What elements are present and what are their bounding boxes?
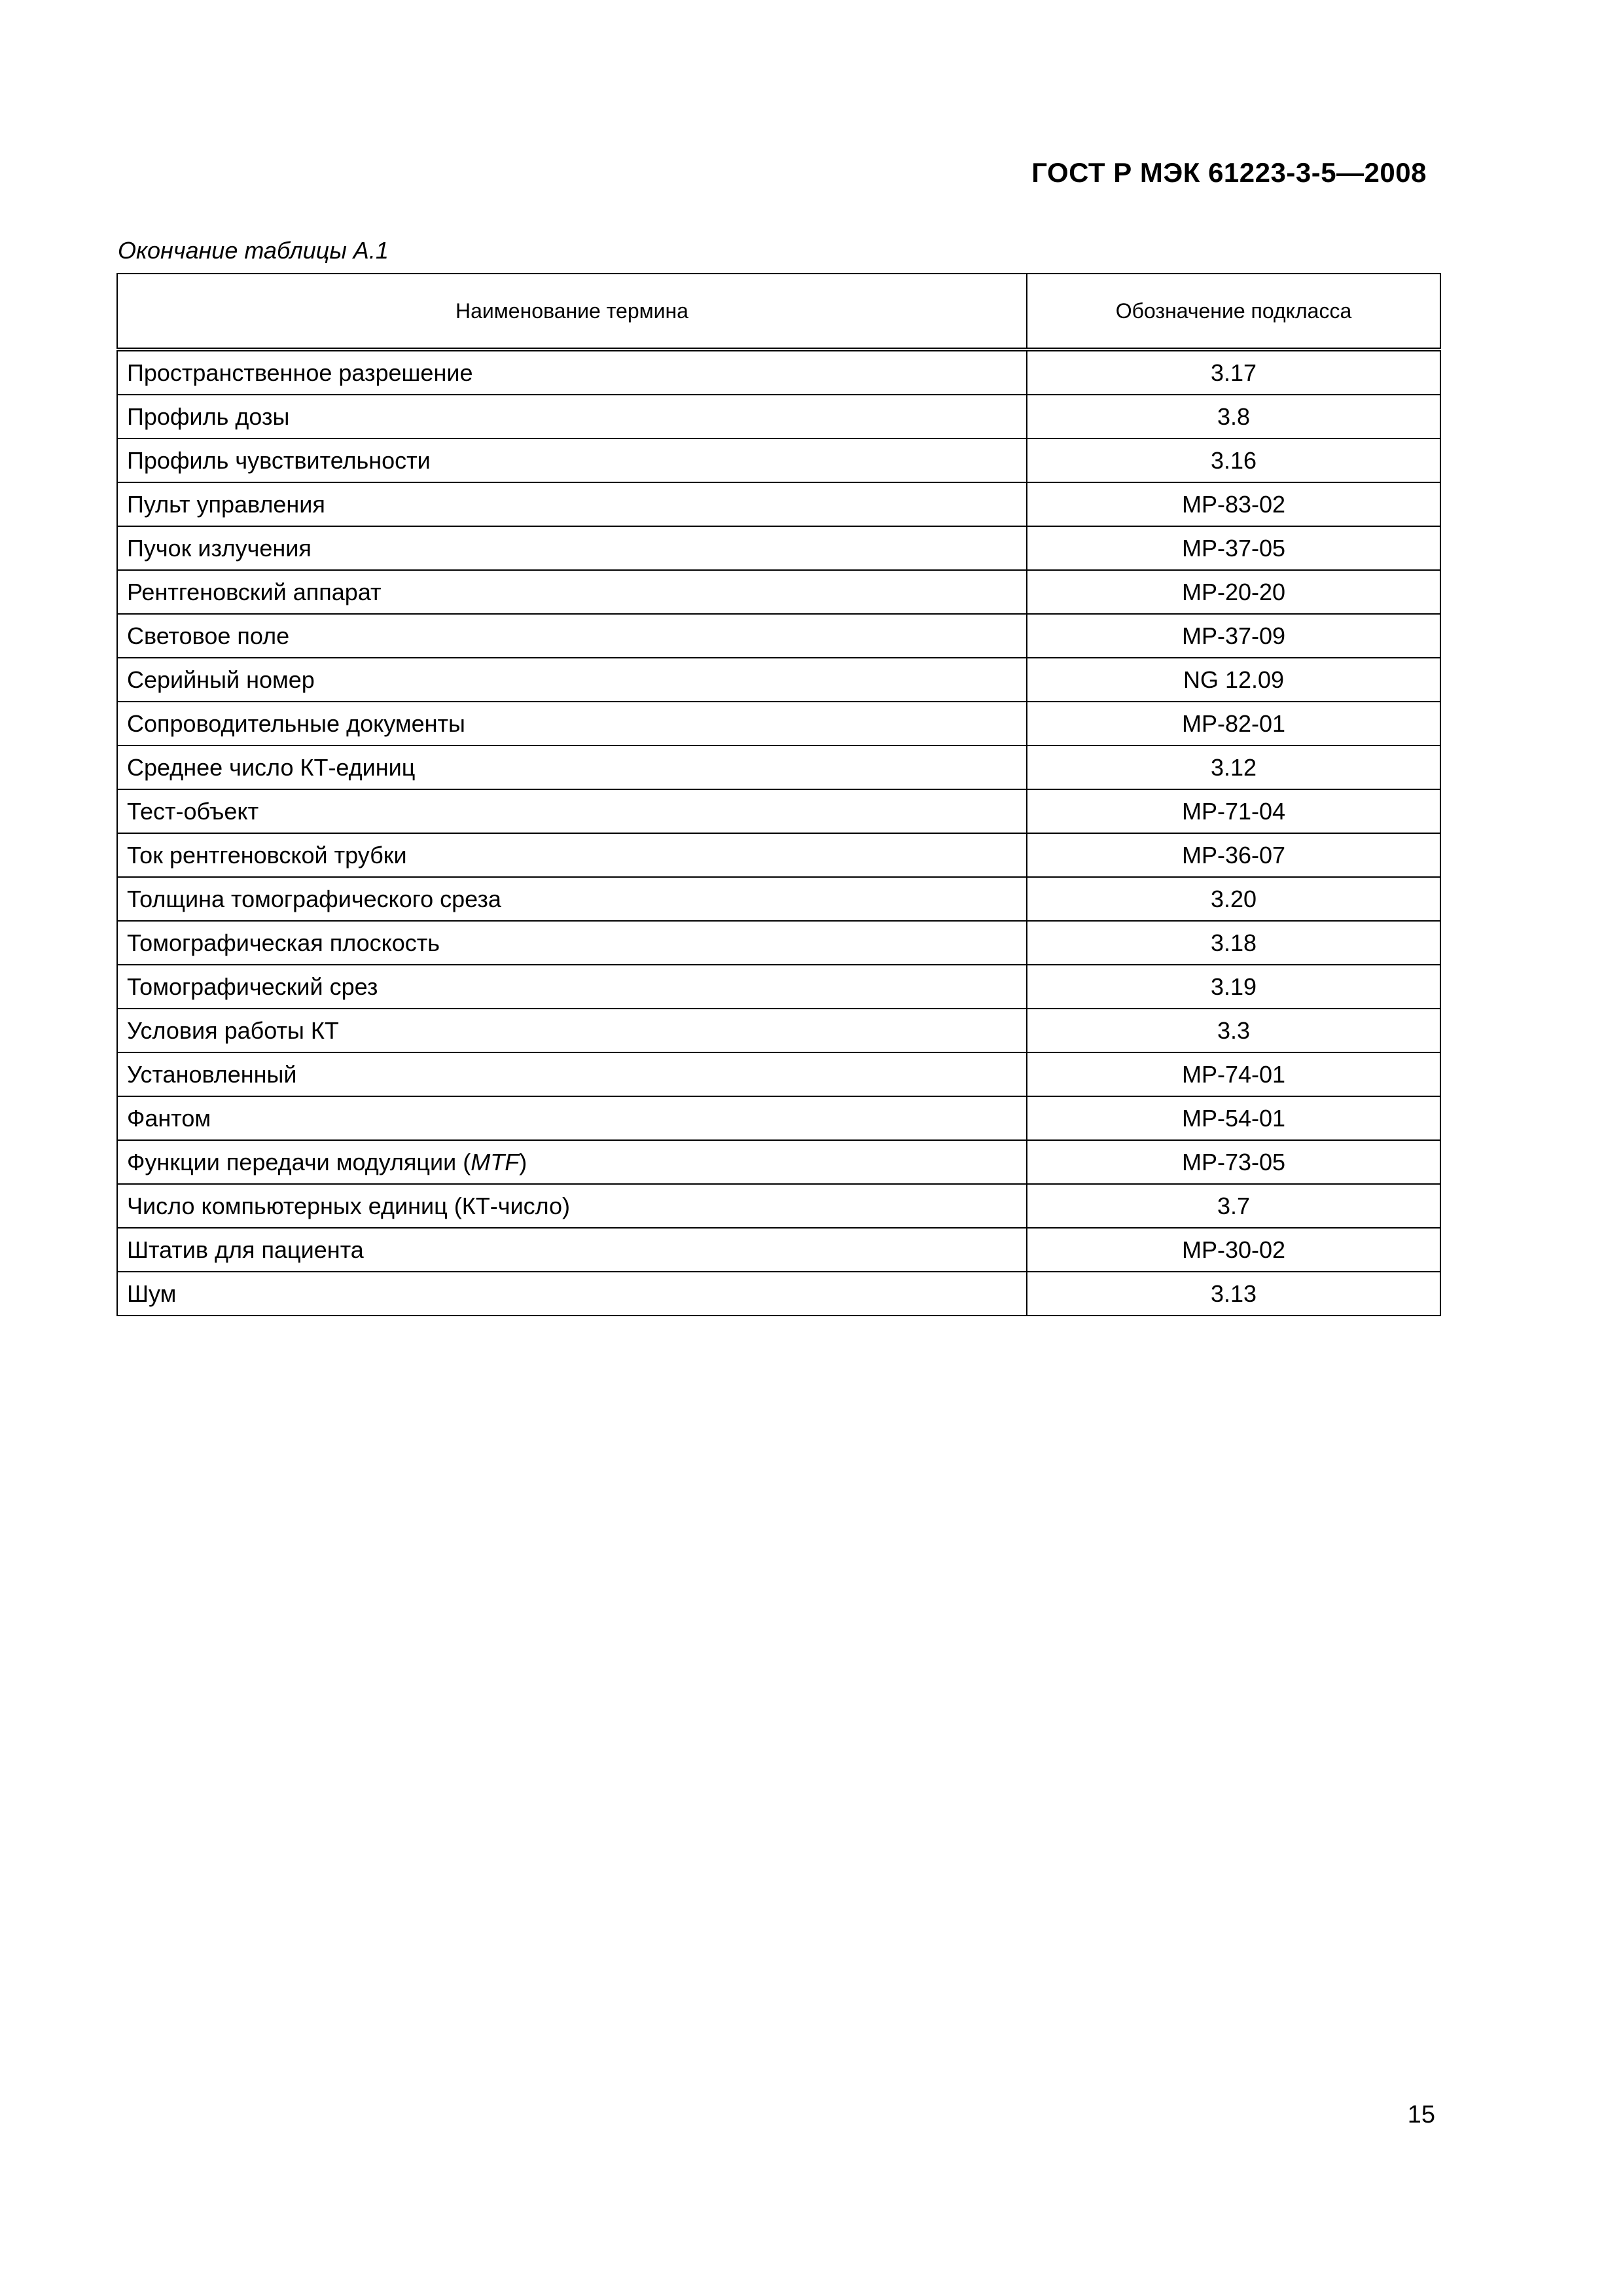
- term-cell: [117, 921, 1027, 965]
- term-text: Пульт управления: [127, 490, 325, 518]
- subclass-code-cell: МР-54-01: [1027, 1096, 1440, 1140]
- term-cell: [117, 614, 1027, 658]
- term-cell: [117, 439, 1027, 482]
- subclass-code-cell: 3.17: [1027, 350, 1440, 395]
- table-row: [117, 1228, 1440, 1272]
- term-text: Томографический срез: [127, 973, 378, 1000]
- term-text: Пучок излучения: [127, 534, 312, 562]
- subclass-code-cell: 3.20: [1027, 877, 1440, 921]
- subclass-code-cell: МР-37-09: [1027, 614, 1440, 658]
- table-row: [117, 745, 1440, 789]
- term-text: Штатив для пациента: [127, 1236, 364, 1263]
- table-body: [117, 350, 1440, 1316]
- subclass-code-cell: 3.18: [1027, 921, 1440, 965]
- table-caption: Окончание таблицы А.1: [118, 237, 389, 264]
- term-cell: [117, 833, 1027, 877]
- terms-table: [116, 273, 1441, 1316]
- table-row: [117, 1052, 1440, 1096]
- subclass-code-cell: 3.8: [1027, 395, 1440, 439]
- page-number: 15: [1407, 2101, 1435, 2128]
- term-cell: [117, 526, 1027, 570]
- term-text: Толщина томографического среза: [127, 885, 501, 912]
- term-cell: [117, 570, 1027, 614]
- term-cell: [117, 1228, 1027, 1272]
- table-row: [117, 1272, 1440, 1316]
- term-abbreviation: MTF: [471, 1148, 520, 1175]
- subclass-code-cell: NG 12.09: [1027, 658, 1440, 702]
- term-text: Ток рентгеновской трубки: [127, 841, 407, 869]
- subclass-code-cell: МР-74-01: [1027, 1052, 1440, 1096]
- table-row: [117, 965, 1440, 1009]
- table-row: [117, 350, 1440, 395]
- table-row: [117, 526, 1440, 570]
- table-row: [117, 1140, 1440, 1184]
- table-row: [117, 833, 1440, 877]
- table-row: [117, 789, 1440, 833]
- subclass-code-cell: 3.3: [1027, 1009, 1440, 1052]
- subclass-code-cell: МР-71-04: [1027, 789, 1440, 833]
- table-row: [117, 439, 1440, 482]
- term-text: Шум: [127, 1280, 177, 1307]
- term-cell: [117, 1096, 1027, 1140]
- subclass-code-cell: 3.13: [1027, 1272, 1440, 1316]
- term-cell: [117, 745, 1027, 789]
- subclass-code-cell: 3.16: [1027, 439, 1440, 482]
- term-text: Фантом: [127, 1104, 211, 1132]
- term-cell: [117, 350, 1027, 395]
- table-row: [117, 1096, 1440, 1140]
- term-text: Функции передачи модуляции (: [127, 1148, 471, 1175]
- term-cell: [117, 965, 1027, 1009]
- term-cell: [117, 1272, 1027, 1316]
- table-row: [117, 395, 1440, 439]
- table-row: [117, 877, 1440, 921]
- table-row: [117, 570, 1440, 614]
- term-cell: [117, 1184, 1027, 1228]
- table-row: [117, 614, 1440, 658]
- term-text: Рентгеновский аппарат: [127, 578, 382, 605]
- table-header-row: [117, 274, 1440, 350]
- term-text: Среднее число КТ-единиц: [127, 753, 416, 781]
- term-cell: [117, 877, 1027, 921]
- term-text: Профиль дозы: [127, 403, 290, 430]
- subclass-code-cell: МР-37-05: [1027, 526, 1440, 570]
- table-row: [117, 702, 1440, 745]
- term-text: Установленный: [127, 1060, 297, 1088]
- term-cell: [117, 789, 1027, 833]
- term-cell: [117, 1140, 1027, 1184]
- subclass-code-cell: МР-30-02: [1027, 1228, 1440, 1272]
- term-text: Профиль чувствительности: [127, 446, 431, 474]
- term-cell: [117, 658, 1027, 702]
- term-text: Сопроводительные документы: [127, 709, 465, 737]
- term-cell: [117, 702, 1027, 745]
- term-cell: [117, 1009, 1027, 1052]
- column-header-code: Обозначение подкласса: [1027, 274, 1440, 350]
- table-row: [117, 921, 1440, 965]
- table-row: [117, 482, 1440, 526]
- term-text: Число компьютерных единиц (КТ-число): [127, 1192, 570, 1219]
- term-cell: [117, 482, 1027, 526]
- term-text: Световое поле: [127, 622, 290, 649]
- table-row: [117, 1184, 1440, 1228]
- subclass-code-cell: МР-20-20: [1027, 570, 1440, 614]
- document-standard-id: ГОСТ Р МЭК 61223-3-5—2008: [1031, 157, 1427, 188]
- term-text: Томографическая плоскость: [127, 929, 440, 956]
- term-text: Серийный номер: [127, 666, 315, 693]
- term-text: Условия работы КТ: [127, 1016, 339, 1044]
- subclass-code-cell: МР-36-07: [1027, 833, 1440, 877]
- subclass-code-cell: 3.12: [1027, 745, 1440, 789]
- subclass-code-cell: МР-82-01: [1027, 702, 1440, 745]
- subclass-code-cell: МР-73-05: [1027, 1140, 1440, 1184]
- term-cell: [117, 1052, 1027, 1096]
- subclass-code-cell: МР-83-02: [1027, 482, 1440, 526]
- subclass-code-cell: 3.19: [1027, 965, 1440, 1009]
- term-text: Пространственное разрешение: [127, 359, 473, 386]
- term-cell: [117, 395, 1027, 439]
- table-row: [117, 1009, 1440, 1052]
- subclass-code-cell: 3.7: [1027, 1184, 1440, 1228]
- term-text: Тест-объект: [127, 797, 259, 825]
- term-text-tail: ): [519, 1148, 527, 1175]
- column-header-term: Наименование термина: [117, 274, 1027, 350]
- table-row: [117, 658, 1440, 702]
